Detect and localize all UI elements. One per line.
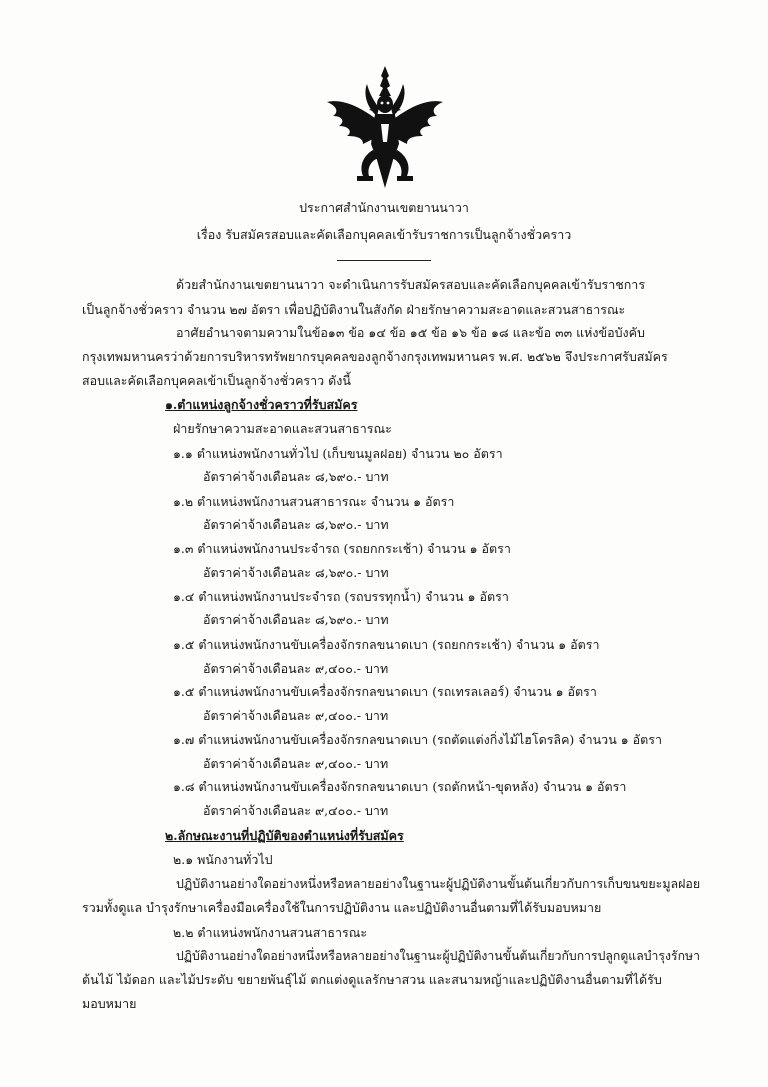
position-title: ๑.๑ ตำแหน่งพนักงานทั่วไป (เก็บขนมูลฝอย) จำนวน ๒๐ อัตรา [173, 446, 503, 461]
job-description-line: รวมทั้งดูแล บำรุงรักษาเครื่องมือเครื่องใช้ในการปฏิบัติงาน และปฏิบัติงานอื่นตามที่ได้รับมอบหมาย [82, 900, 602, 915]
position-title: ๑.๕ ตำแหน่งพนักงานขับเครื่องจักรกลขนาดเบา (รถเทรลเลอร์) จำนวน ๑ อัตรา [173, 684, 597, 699]
position-wage: อัตราค่าจ้างเดือนละ ๙,๔๐๐.- บาท [203, 708, 389, 723]
position-title: ๑.๔ ตำแหน่งพนักงานประจำรถ (รถบรรทุกน้ำ) จำนวน ๑ อัตรา [173, 589, 509, 604]
job-description-line: ปฏิบัติงานอย่างใดอย่างหนึ่งหรือหลายอย่างในฐานะผู้ปฏิบัติงานขั้นต้นเกี่ยวกับการปลูกดูแลบำรุงรักษา [176, 948, 700, 963]
position-wage: อัตราค่าจ้างเดือนละ ๙,๔๐๐.- บาท [203, 803, 389, 818]
intro-paragraph-line: เป็นลูกจ้างชั่วคราว จำนวน ๒๗ อัตรา เพื่อปฏิบัติงานในสังกัด ฝ่ายรักษาความสะอาดและสวนสาธารณะ [82, 302, 626, 317]
position-title: ๑.๓ ตำแหน่งพนักงานประจำรถ (รถยกกระเช้า) จำนวน ๑ อัตรา [173, 541, 511, 556]
position-wage: อัตราค่าจ้างเดือนละ ๘,๖๙๐.- บาท [203, 517, 389, 532]
job-description-line: มอบหมาย [82, 996, 137, 1011]
authority-paragraph-line: กรุงเทพมหานครว่าด้วยการบริหารทรัพยากรบุคคลของลูกจ้างกรุงเทพมหานคร พ.ศ. ๒๕๖๒ จึงประกาศรับสมัคร [82, 349, 668, 364]
position-title: ๑.๕ ตำแหน่งพนักงานขับเครื่องจักรกลขนาดเบา (รถยกกระเช้า) จำนวน ๑ อัตรา [173, 637, 600, 652]
position-wage: อัตราค่าจ้างเดือนละ ๘,๖๙๐.- บาท [203, 565, 389, 580]
section-2-heading: ๒.ลักษณะงานที่ปฏิบัติของตำแหน่งที่รับสมัคร [165, 828, 404, 843]
intro-paragraph-line: ด้วยสำนักงานเขตยานนาวา จะดำเนินการรับสมัครสอบและคัดเลือกบุคคลเข้ารับราชการ [176, 277, 646, 292]
section-1-unit: ฝ่ายรักษาความสะอาดและสวนสาธารณะ [173, 421, 392, 436]
authority-paragraph-line: อาศัยอำนาจตามความในข้อ๑๓ ข้อ ๑๔ ข้อ ๑๕ ข้อ ๑๖ ข้อ ๑๘ และข้อ ๓๓ แห่งข้อบังคับ [176, 325, 645, 340]
job-description-line: ปฏิบัติงานอย่างใดอย่างหนึ่งหรือหลายอย่างในฐานะผู้ปฏิบัติงานขั้นต้นเกี่ยวกับการเก็บขนขยะมูลฝอย [176, 876, 701, 891]
announcement-subject: เรื่อง รับสมัครสอบและคัดเลือกบุคคลเข้ารับราชการเป็นลูกจ้างชั่วคราว [196, 227, 572, 242]
authority-paragraph-line: สอบและคัดเลือกบุคคลเข้าเป็นลูกจ้างชั่วคราว ดังนี้ [82, 373, 351, 388]
section-2-1-title: ๒.๑ พนักงานทั่วไป [173, 852, 273, 867]
title-divider [337, 260, 431, 261]
section-1-heading: ๑.ตำแหน่งลูกจ้างชั่วคราวที่รับสมัคร [165, 397, 358, 412]
job-description-line: ต้นไม้ ไม้ดอก และไม้ประดับ ขยายพันธุ์ไม้ ตกแต่งดูแลรักษาสวน และสนามหญ้าและปฏิบัติงานอื่นตามที่ได้รับ [82, 972, 662, 987]
section-2-2-title: ๒.๒ ตำแหน่งพนักงานสวนสาธารณะ [173, 925, 368, 940]
position-wage: อัตราค่าจ้างเดือนละ ๙,๔๐๐.- บาท [203, 661, 389, 676]
position-wage: อัตราค่าจ้างเดือนละ ๙,๔๐๐.- บาท [203, 756, 389, 771]
position-wage: อัตราค่าจ้างเดือนละ ๘,๖๙๐.- บาท [203, 612, 389, 627]
position-title: ๑.๘ ตำแหน่งพนักงานขับเครื่องจักรกลขนาดเบา (รถตักหน้า-ขุดหลัง) จำนวน ๑ อัตรา [173, 779, 627, 794]
position-wage: อัตราค่าจ้างเดือนละ ๘,๖๙๐.- บาท [203, 469, 389, 484]
position-title: ๑.๒ ตำแหน่งพนักงานสวนสาธารณะ จำนวน ๑ อัตรา [173, 494, 455, 509]
announcement-title: ประกาศสำนักงานเขตยานนาวา [299, 200, 469, 215]
position-title: ๑.๗ ตำแหน่งพนักงานขับเครื่องจักรกลขนาดเบา (รถตัดแต่งกิ่งไม้ไฮโดรลิค) จำนวน ๑ อัตรา [173, 732, 662, 747]
garuda-emblem-icon [323, 64, 447, 194]
